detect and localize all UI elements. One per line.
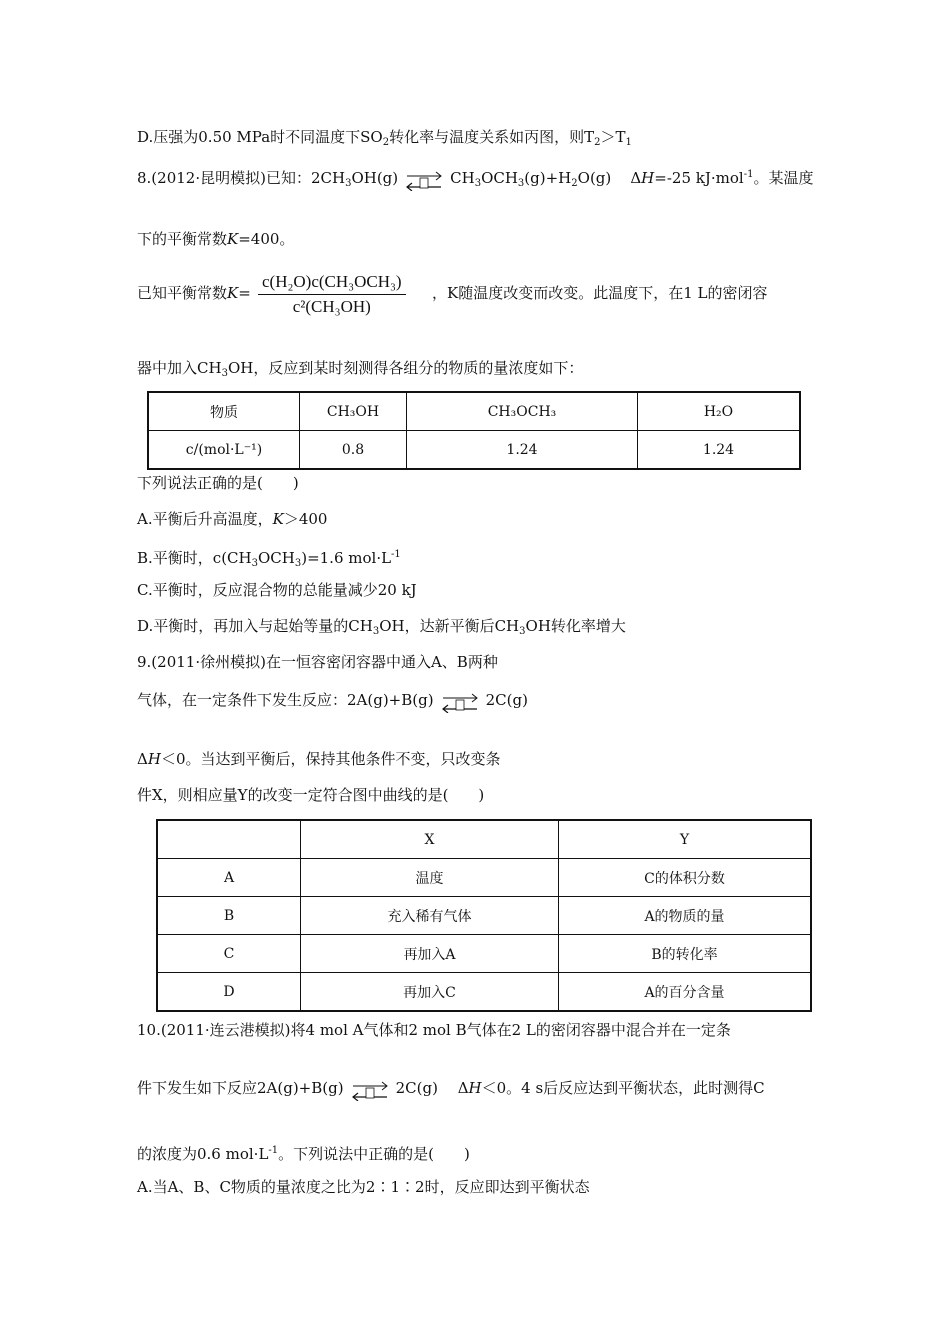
equilibrium-constant-fraction bbox=[258, 272, 406, 317]
text: (g)+H bbox=[524, 169, 572, 187]
text: 的浓度为0.6 mol·L bbox=[137, 1145, 269, 1163]
text: 2C(g) bbox=[485, 691, 528, 709]
subscript: 2 bbox=[571, 178, 578, 189]
table-cell: 1.24 bbox=[407, 431, 638, 470]
text: OCH bbox=[257, 549, 295, 567]
text: 8.(2012·昆明模拟)已知：2CH bbox=[137, 169, 346, 187]
table-cell: B bbox=[157, 897, 301, 935]
table-cell: H₂O bbox=[638, 392, 801, 431]
text: D.压强为0.50 MPa时不同温度下SO bbox=[137, 128, 383, 146]
text: 。下列说法中正确的是( ) bbox=[278, 1145, 470, 1163]
k-symbol: K bbox=[227, 284, 239, 302]
q8-stem-line3-tail bbox=[432, 283, 767, 303]
q8-stem-line2 bbox=[137, 229, 294, 249]
q8-option-d bbox=[137, 616, 626, 642]
k-symbol: K bbox=[227, 230, 239, 248]
fraction-denominator: c²(CH₃OH) bbox=[292, 297, 371, 316]
text: 2C(g) Δ bbox=[395, 1079, 469, 1097]
table-row bbox=[157, 935, 811, 973]
table-row bbox=[157, 973, 811, 1012]
text: A.平衡后升高温度， bbox=[137, 510, 273, 528]
table-cell: 再加入A bbox=[301, 935, 559, 973]
text: ，K随温度改变而改变。此温度下，在1 L的密闭容 bbox=[432, 284, 768, 302]
q10-stem-line1 bbox=[137, 1020, 731, 1040]
table-cell: A的百分含量 bbox=[559, 973, 812, 1012]
text: =-25 kJ·mol bbox=[654, 169, 744, 187]
table-cell: CH₃OCH₃ bbox=[407, 392, 638, 431]
text: OCH bbox=[481, 169, 518, 187]
text: 器中加入CH bbox=[137, 359, 222, 377]
text: A.当A、B、C物质的量浓度之比为2∶1∶2时，反应即达到平衡状态 bbox=[137, 1178, 590, 1196]
text: 件X，则相应量Y的改变一定符合图中曲线的是( ) bbox=[137, 786, 485, 804]
table-cell: 温度 bbox=[301, 859, 559, 897]
text: 9.(2011·徐州模拟)在一恒容密闭容器中通入A、B两种 bbox=[137, 653, 498, 671]
text: 10.(2011·连云港模拟)将4 mol A气体和2 mol B气体在2 L的密闭容器中混合并在一定条 bbox=[137, 1021, 731, 1039]
table-cell: X bbox=[301, 820, 559, 859]
subscript: 3 bbox=[474, 178, 482, 189]
q8-stem-line1 bbox=[137, 165, 813, 194]
text: 件下发生如下反应2A(g)+B(g) bbox=[137, 1079, 344, 1097]
text: ＞T bbox=[600, 128, 626, 146]
text: OH，达新平衡后CH bbox=[379, 617, 520, 635]
table-cell: A的物质的量 bbox=[559, 897, 812, 935]
q9-stem-line3 bbox=[137, 749, 500, 769]
delta-symbol: Δ bbox=[630, 169, 642, 187]
superscript: -1 bbox=[743, 169, 754, 180]
text: OH转化率增大 bbox=[525, 617, 626, 635]
table-cell: 物质 bbox=[148, 392, 300, 431]
text: D.平衡时，再加入与起始等量的CH bbox=[137, 617, 373, 635]
subscript: 3 bbox=[519, 626, 526, 637]
text: OH(g) bbox=[351, 169, 399, 187]
table-row bbox=[157, 897, 811, 935]
text: 已知平衡常数 bbox=[137, 284, 228, 302]
table-header-row bbox=[157, 820, 811, 859]
q9-stem-line2 bbox=[137, 690, 528, 713]
q8-question bbox=[137, 473, 299, 493]
q10-stem-line3 bbox=[137, 1141, 470, 1164]
superscript: -1 bbox=[391, 549, 401, 560]
table-cell: 0.8 bbox=[300, 431, 407, 470]
table-cell: C bbox=[157, 935, 301, 973]
subscript: 2 bbox=[382, 137, 390, 148]
text: 下列说法正确的是( ) bbox=[137, 474, 299, 492]
k-symbol: K bbox=[272, 510, 284, 528]
text: 转化率与温度关系如丙图，则T bbox=[389, 128, 595, 146]
fraction-numerator: c(H₂O)c(CH₃OCH₃) bbox=[258, 272, 406, 295]
concentration-table bbox=[147, 391, 801, 470]
table-cell: B的转化率 bbox=[559, 935, 812, 973]
table-row bbox=[157, 859, 811, 897]
enthalpy-symbol: H bbox=[147, 750, 161, 768]
q9-stem-line4 bbox=[137, 785, 484, 805]
table-header-row bbox=[148, 392, 800, 431]
text: O(g) bbox=[577, 169, 612, 187]
enthalpy-symbol: H bbox=[641, 169, 655, 187]
table-cell: 1.24 bbox=[638, 431, 801, 470]
reversible-arrow-icon bbox=[440, 693, 480, 713]
reversible-arrow-icon bbox=[350, 1081, 390, 1101]
q10-option-a bbox=[137, 1177, 590, 1197]
text: 气体，在一定条件下发生反应：2A(g)+B(g) bbox=[137, 691, 434, 709]
table-cell: CH₃OH bbox=[300, 392, 407, 431]
text: B.平衡时，c(CH bbox=[137, 549, 252, 567]
delta-symbol: Δ bbox=[137, 750, 148, 768]
subscript: 3 bbox=[345, 178, 352, 189]
table-cell: D bbox=[157, 973, 301, 1012]
text: CH bbox=[450, 169, 475, 187]
q7-option-d bbox=[137, 127, 632, 153]
table-cell: c/(mol·L⁻¹) bbox=[148, 431, 300, 470]
text: )=1.6 mol·L bbox=[301, 549, 392, 567]
options-table bbox=[156, 819, 812, 1012]
q9-stem-line1 bbox=[137, 652, 498, 672]
q10-stem-line2 bbox=[137, 1078, 765, 1101]
subscript: 1 bbox=[625, 137, 632, 148]
text: =400。 bbox=[238, 230, 295, 248]
subscript: 3 bbox=[251, 558, 258, 569]
q8-option-c bbox=[137, 580, 417, 600]
table-cell: 充入稀有气体 bbox=[301, 897, 559, 935]
table-cell: Y bbox=[559, 820, 812, 859]
q8-stem-line4 bbox=[137, 358, 583, 384]
table-row bbox=[148, 431, 800, 470]
q8-option-a bbox=[137, 509, 327, 529]
text: ＜0。4 s后反应达到平衡状态，此时测得C bbox=[481, 1079, 765, 1097]
superscript: -1 bbox=[268, 1145, 279, 1156]
table-cell: A bbox=[157, 859, 301, 897]
subscript: 3 bbox=[372, 626, 380, 637]
subscript: 2 bbox=[594, 137, 601, 148]
subscript: 3 bbox=[221, 368, 228, 379]
table-cell bbox=[157, 820, 301, 859]
text: 。某温度 bbox=[753, 169, 814, 187]
table-cell: C的体积分数 bbox=[559, 859, 812, 897]
reversible-arrow-icon bbox=[404, 171, 444, 191]
subscript: 3 bbox=[517, 178, 525, 189]
q8-option-b bbox=[137, 545, 401, 574]
subscript: 3 bbox=[294, 558, 302, 569]
text: OH，反应到某时刻测得各组分的物质的量浓度如下： bbox=[227, 359, 584, 377]
text: 下的平衡常数 bbox=[137, 230, 228, 248]
enthalpy-symbol: H bbox=[468, 1079, 482, 1097]
text: = bbox=[238, 284, 251, 302]
text: ＜0。当达到平衡后，保持其他条件不变，只改变条 bbox=[160, 750, 501, 768]
text: C.平衡时，反应混合物的总能量减少20 kJ bbox=[137, 581, 417, 599]
table-cell: 再加入C bbox=[301, 973, 559, 1012]
text: ＞400 bbox=[283, 510, 328, 528]
q8-stem-line3 bbox=[137, 283, 251, 303]
